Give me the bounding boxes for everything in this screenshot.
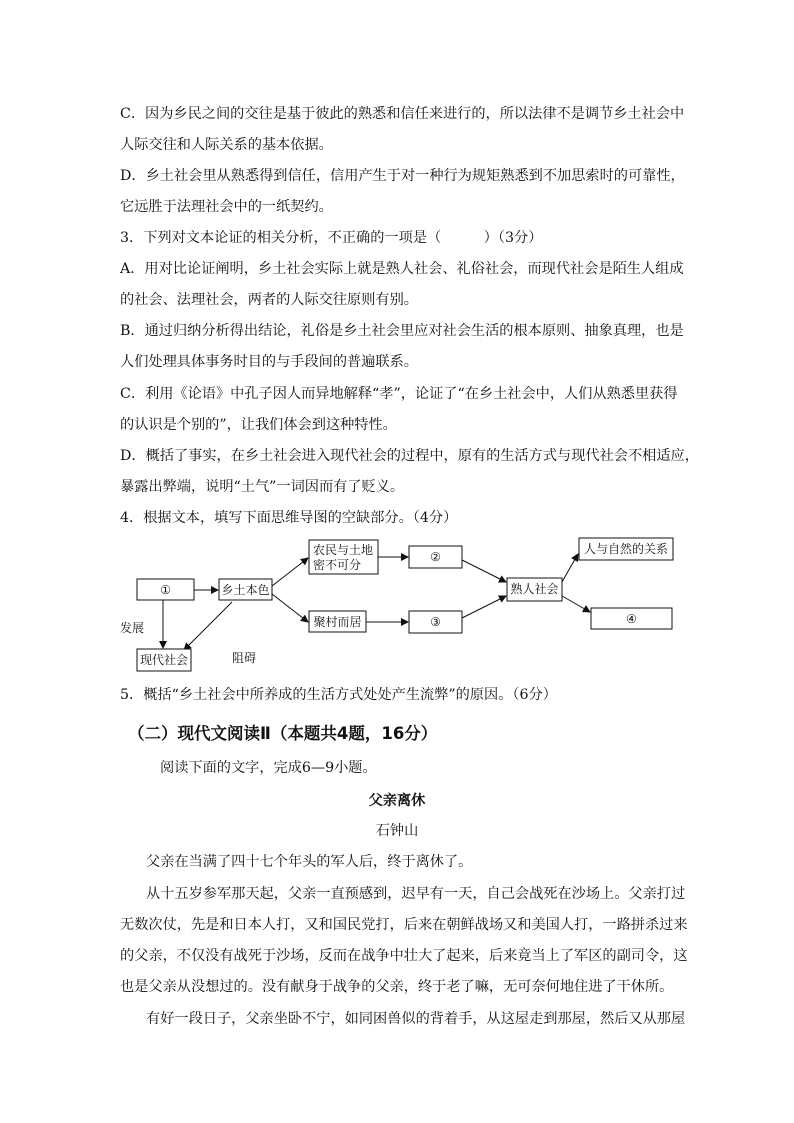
question-5-stem: 5．概括“乡土社会中所养成的生活方式处处产生流弊”的原因。（6分）	[120, 687, 557, 703]
option-c-q3-line1: C．利用《论语》中孔子因人而异地解释“孝”，论证了“在乡土社会中，人们从熟悉里获得	[120, 386, 678, 402]
paragraph-2-line3: 的父亲，不仅没有战死于沙场，反而在战争中壮大了起来，后来竟当上了军区的副司令，这	[120, 948, 688, 964]
box-xiandai-shehui	[137, 649, 191, 671]
paragraph-2-line1: 从十五岁参军那天起，父亲一直预感到，迟早有一天，自己会战死在沙场上。父亲打过	[146, 886, 686, 902]
svg-text:②: ②	[430, 550, 441, 564]
svg-text:密不可分: 密不可分	[313, 558, 362, 572]
svg-text:人与自然的关系: 人与自然的关系	[583, 542, 669, 556]
option-d-q2-line2: 它远胜于法理社会中的一纸契约。	[120, 199, 333, 215]
box-blank-2	[409, 546, 462, 568]
svg-text:①: ①	[160, 583, 171, 597]
box-ren-yu-ziran	[579, 538, 673, 560]
question-3-stem: 3．下列对文本论证的相关分析，不正确的一项是（ ）（3分）	[120, 230, 543, 246]
article-title: 父亲离休	[368, 793, 426, 809]
svg-text:聚村而居: 聚村而居	[313, 615, 362, 629]
article-author: 石钟山	[375, 823, 419, 839]
box-blank-4	[591, 608, 672, 629]
box-xiangtu-bense	[219, 579, 272, 600]
paragraph-3-line1: 有好一段日子，父亲坐卧不宁，如同困兽似的背着手，从这屋走到那屋，然后又从那屋	[146, 1011, 686, 1027]
box-jucun-erju	[309, 611, 366, 632]
reading-instruction: 阅读下面的文字，完成6—9小题。	[160, 760, 377, 776]
paragraph-2-line4: 也是父亲从没想过的。没有献身于战争的父亲，终于老了嘛，无可奈何地住进了干休所。	[120, 979, 674, 995]
arrow-xiangtu-to-jucun	[272, 594, 308, 622]
option-c-q3-line2: 的认识是个别的”，让我们体会到这种特性。	[120, 417, 397, 433]
question-4-stem: 4．根据文本，填写下面思维导图的空缺部分。（4分）	[120, 510, 458, 526]
box-shuren-shehui	[507, 578, 562, 601]
option-d-q3-line1: D．概括了事实，在乡土社会进入现代社会的过程中，原有的生活方式与现代社会不相适应，	[120, 448, 699, 464]
box-blank-1	[137, 579, 194, 600]
option-d-q3-line2: 暴露出弊端，说明“土气”一词因而有了贬义。	[120, 479, 405, 495]
paragraph-2-line2: 无数次仗，先是和日本人打，又和国民党打，后来在朝鲜战场又和美国人打，一路拼杀过来	[120, 917, 688, 933]
option-a-q3-line2: 的社会、法理社会，两者的人际交往原则有别。	[120, 292, 418, 308]
box-nongmin-tudi	[309, 540, 378, 574]
mind-map-diagram	[0, 530, 794, 680]
arrow-2-to-shuren	[462, 560, 506, 582]
svg-text:④: ④	[626, 612, 637, 626]
arrow-3-to-shuren	[462, 596, 506, 618]
option-c-q2-line2: 人际交往和人际关系的基本依据。	[120, 137, 333, 153]
svg-text:③: ③	[430, 615, 441, 629]
svg-text:熟人社会: 熟人社会	[510, 582, 559, 596]
arrow-shuren-to-renziran	[562, 554, 578, 582]
arrow-shuren-to-4	[562, 596, 590, 612]
section-2-heading: （二）现代文阅读Ⅱ（本题共4题，16分）	[128, 724, 438, 743]
arrow-xiangtu-to-xiandai	[184, 602, 232, 650]
option-c-q2-line1: C．因为乡民之间的交往是基于彼此的熟悉和信任来进行的，所以法律不是调节乡土社会中	[120, 106, 685, 122]
label-zuai: 阻碍	[232, 651, 257, 665]
svg-text:乡土本色: 乡土本色	[221, 583, 270, 597]
box-blank-3	[409, 611, 462, 633]
arrow-xiangtu-to-nongmin	[272, 558, 308, 586]
svg-text:农民与土地: 农民与土地	[313, 543, 374, 557]
option-d-q2-line1: D．乡土社会里从熟悉得到信任，信用产生于对一种行为规矩熟悉到不加思索时的可靠性，	[120, 168, 685, 184]
option-b-q3-line2: 人们处理具体事务时目的与手段间的普遍联系。	[120, 354, 418, 370]
option-a-q3-line1: A．用对比论证阐明，乡土社会实际上就是熟人社会、礼俗社会，而现代社会是陌生人组成	[120, 261, 684, 277]
option-b-q3-line1: B．通过归纳分析得出结论，礼俗是乡土社会里应对社会生活的根本原则、抽象真理，也是	[120, 323, 684, 339]
label-fazhan: 发展	[120, 621, 145, 635]
svg-text:现代社会: 现代社会	[139, 653, 189, 667]
paragraph-1: 父亲在当满了四十七个年头的军人后，终于离休了。	[146, 854, 473, 870]
